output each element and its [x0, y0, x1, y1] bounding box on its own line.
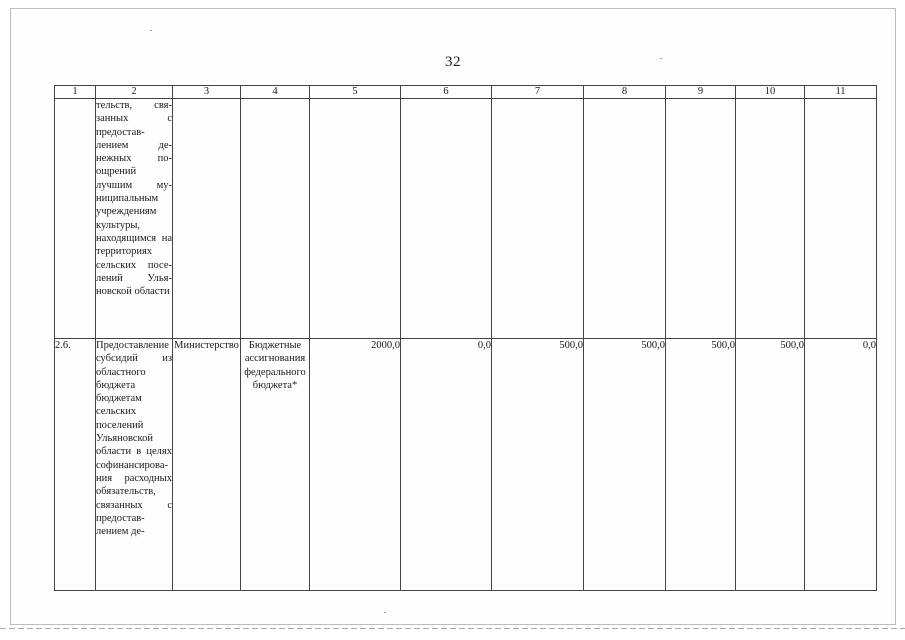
table-cell	[736, 99, 805, 339]
column-header: 8	[584, 86, 666, 99]
value-cell: 500,0	[736, 339, 805, 591]
column-header: 11	[805, 86, 877, 99]
table-cell	[310, 99, 401, 339]
column-header: 2	[96, 86, 173, 99]
scan-edge	[0, 628, 905, 629]
column-header: 7	[492, 86, 584, 99]
table-cell	[401, 99, 492, 339]
page-number: 32	[445, 54, 461, 70]
column-header: 9	[666, 86, 736, 99]
funding-source-cell: Бюджетные ассигнования федерального бюджета*	[241, 339, 310, 591]
table-cell	[805, 99, 877, 339]
measure-description-continued: тельств, связанных с предоставлением денежных поощрений лучшим муниципальным учреждениям культуры, находящимся на территориях сельских поселений Ульяновской области	[96, 99, 173, 339]
table-cell	[241, 99, 310, 339]
table-row-2-6	[55, 339, 877, 591]
value-cell: 500,0	[492, 339, 584, 591]
column-header: 6	[401, 86, 492, 99]
scan-speck	[150, 30, 152, 31]
column-header: 1	[55, 86, 96, 99]
value-cell: 0,0	[401, 339, 492, 591]
measure-description: Предоставление субсидий из областного бюджета бюджетам сельских поселений Ульяновской области в целях софинансирования расходных обязательств, связанных с предоставлением де-	[96, 339, 173, 591]
table-row-continuation	[55, 99, 877, 339]
column-header: 10	[736, 86, 805, 99]
table-cell	[666, 99, 736, 339]
row-number: 2.6.	[55, 339, 96, 591]
value-cell: 0,0	[805, 339, 877, 591]
scan-speck	[660, 58, 662, 59]
header-row	[55, 86, 877, 99]
table-cell	[55, 99, 96, 339]
value-cell: 500,0	[666, 339, 736, 591]
table-cell	[173, 99, 241, 339]
value-cell: 500,0	[584, 339, 666, 591]
column-header: 5	[310, 86, 401, 99]
budget-table	[54, 85, 877, 591]
column-header: 4	[241, 86, 310, 99]
column-header: 3	[173, 86, 241, 99]
value-cell: 2000,0	[310, 339, 401, 591]
table-cell	[584, 99, 666, 339]
table-cell	[492, 99, 584, 339]
scan-speck	[384, 612, 386, 613]
executor-cell: Министерство	[173, 339, 241, 591]
